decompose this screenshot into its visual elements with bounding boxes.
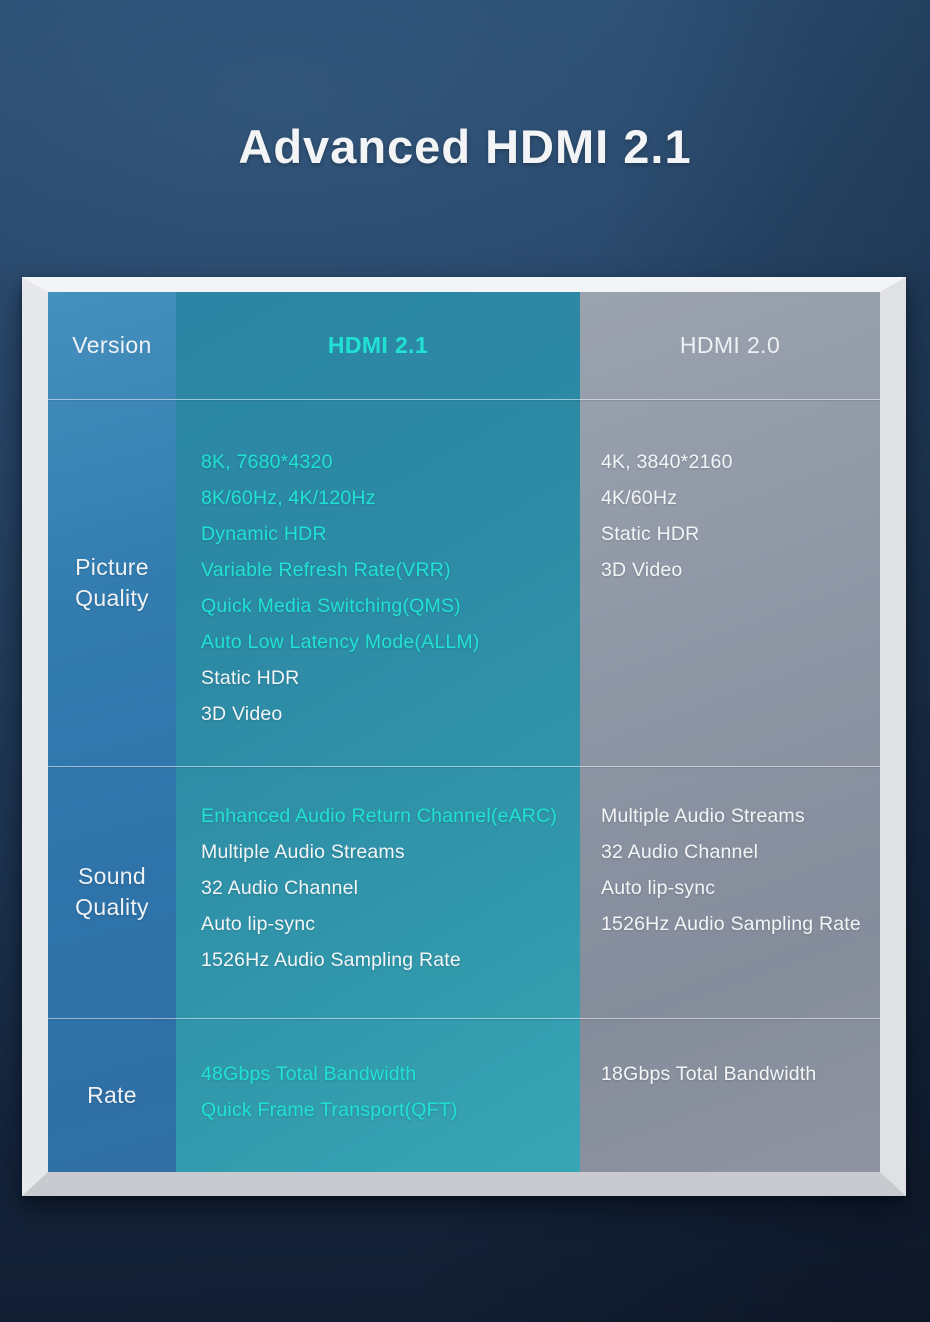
hdmi20-feature: 4K, 3840*2160 [601,451,733,473]
hdmi21-feature: Static HDR [201,667,300,689]
hdmi21-feature: 32 Audio Channel [201,877,359,899]
hdmi20-cell [580,1018,880,1172]
hdmi20-cell [580,766,880,1018]
hdmi21-feature: 1526Hz Audio Sampling Rate [201,949,461,971]
hdmi21-feature: Auto Low Latency Mode(ALLM) [201,631,480,653]
hdmi21-feature: Auto lip-sync [201,913,316,935]
hdmi21-feature: Multiple Audio Streams [201,841,405,863]
hdmi21-feature: Dynamic HDR [201,523,327,545]
row-label: Sound Quality [75,863,149,920]
hdmi21-cell [176,399,580,766]
hdmi20-feature: 1526Hz Audio Sampling Rate [601,913,861,935]
hdmi20-cell [580,399,880,766]
comparison-table [48,292,880,1172]
header-hdmi20: HDMI 2.0 [679,332,781,358]
header-version: Version [72,332,152,358]
hdmi20-feature: Auto lip-sync [601,877,716,899]
header-hdmi21: HDMI 2.1 [327,332,429,358]
hdmi20-feature: Static HDR [601,523,700,545]
hdmi21-feature: Quick Frame Transport(QFT) [201,1099,458,1121]
hdmi21-feature: Enhanced Audio Return Channel(eARC) [201,805,558,827]
hdmi20-feature: 4K/60Hz [601,487,678,509]
page-title: Advanced HDMI 2.1 [238,120,692,173]
row-label: Rate [87,1081,137,1108]
hdmi20-feature: 3D Video [601,559,683,581]
hdmi20-feature: Multiple Audio Streams [601,805,805,827]
table-grid [48,292,880,1172]
hdmi21-feature: 8K, 7680*4320 [201,451,333,473]
hdmi21-cell [176,1018,580,1172]
hdmi20-feature: 32 Audio Channel [601,841,759,863]
hdmi21-cell [176,766,580,1018]
table-frame [22,277,906,1196]
row-label: Picture Quality [75,553,149,611]
hdmi21-feature: 8K/60Hz, 4K/120Hz [201,487,376,509]
hdmi21-feature: 48Gbps Total Bandwidth [201,1063,417,1085]
hdmi21-feature: Variable Refresh Rate(VRR) [201,559,451,581]
hdmi21-feature: 3D Video [201,703,283,725]
hdmi20-feature: 18Gbps Total Bandwidth [601,1063,817,1085]
hdmi21-feature: Quick Media Switching(QMS) [201,595,461,617]
